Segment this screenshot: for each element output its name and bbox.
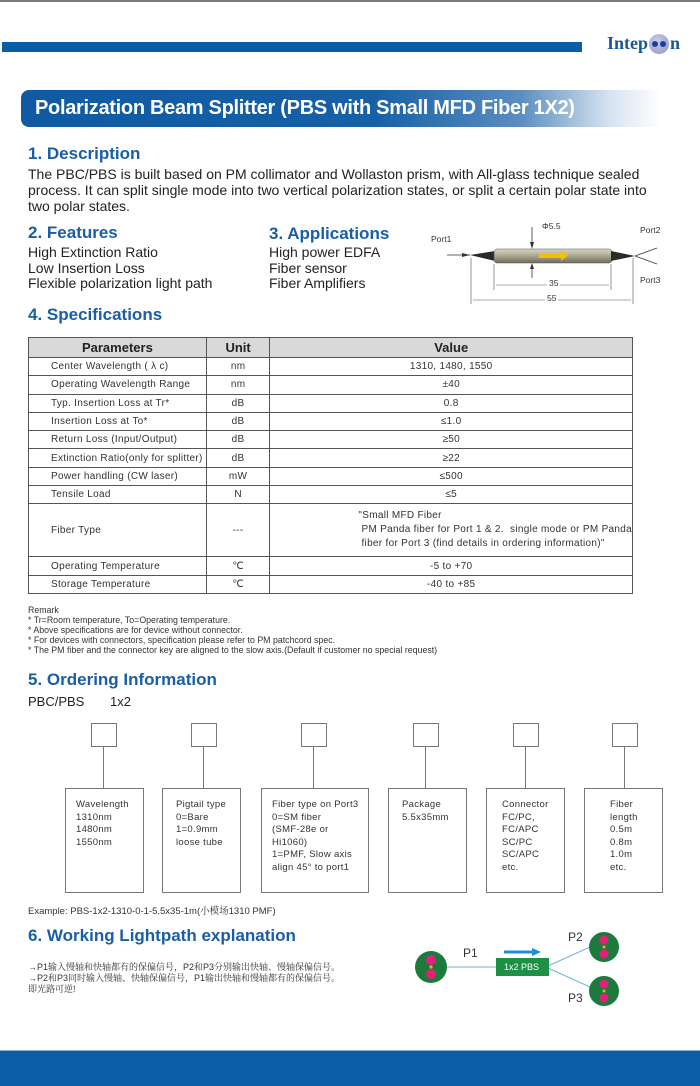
order-field-line: 5.5x35mm bbox=[402, 811, 449, 823]
lightpath-note: 即光路可逆! bbox=[28, 984, 76, 994]
order-field-line: SC/APC bbox=[502, 849, 540, 860]
logo-text-left: Intep bbox=[607, 33, 649, 53]
order-field-line: SC/PC bbox=[502, 836, 533, 848]
table-row bbox=[29, 486, 633, 504]
top-rule bbox=[0, 0, 700, 2]
lightpath-drawing bbox=[400, 925, 700, 1030]
right-taper bbox=[611, 251, 635, 261]
value-cell: ≥50 bbox=[270, 431, 633, 449]
param-cell: Center Wavelength ( λ c) bbox=[29, 358, 207, 376]
lightpath-note: →P2和P3同时输入慢轴、快轴保偏信号，P1输出快轴和慢轴都有的保偏信号。 bbox=[28, 973, 341, 983]
connector-line bbox=[525, 746, 526, 788]
logo-text-right: n bbox=[670, 33, 681, 53]
unit-cell: mW bbox=[206, 467, 270, 485]
port2-label: Port2 bbox=[640, 225, 661, 235]
applications-list bbox=[269, 245, 380, 292]
description-line: two polar states. bbox=[28, 198, 130, 214]
order-field-line: 1=0.9mm bbox=[176, 824, 218, 835]
value-cell: ≥22 bbox=[270, 449, 633, 467]
order-field-line: 1=PMF, Slow axis bbox=[272, 849, 353, 860]
p3-fiber bbox=[548, 968, 590, 987]
order-code-box-package[interactable] bbox=[413, 723, 439, 747]
header-bar bbox=[2, 42, 582, 52]
application-item: Fiber sensor bbox=[269, 259, 347, 276]
value-cell: ≤1.0 bbox=[270, 412, 633, 430]
order-field-connector bbox=[486, 788, 565, 893]
ordering-prefix: PBC/PBS bbox=[28, 694, 85, 709]
remark-line: * For devices with connectors, specification please refer to PM patchcord spec. bbox=[28, 635, 336, 645]
unit-cell: nm bbox=[206, 358, 270, 376]
connector-line bbox=[203, 746, 204, 788]
connector-line bbox=[624, 746, 625, 788]
param-cell: Operating Temperature bbox=[29, 557, 207, 575]
table-row bbox=[29, 394, 633, 412]
table-header-row bbox=[29, 338, 633, 358]
param-cell: Fiber Type bbox=[29, 504, 207, 557]
p2-fiber bbox=[548, 947, 590, 966]
order-field-line: 0=SM fiber bbox=[272, 811, 322, 823]
order-code-box-connector[interactable] bbox=[513, 723, 539, 747]
company-logo bbox=[607, 33, 700, 73]
table-row bbox=[29, 376, 633, 394]
total-length-label: 55 bbox=[547, 293, 557, 303]
remark-title: Remark bbox=[28, 605, 59, 615]
order-field-fiber-length bbox=[584, 788, 663, 893]
p1-label: P1 bbox=[463, 946, 478, 960]
order-field-line: Connector bbox=[502, 799, 549, 810]
order-field-line: Fiber bbox=[610, 799, 634, 810]
table-row bbox=[29, 575, 633, 593]
lightpath-heading: 6. Working Lightpath explanation bbox=[28, 926, 296, 945]
left-taper bbox=[470, 251, 495, 261]
unit-cell: --- bbox=[206, 504, 270, 557]
column-header-value: Value bbox=[270, 338, 633, 358]
connector-line bbox=[425, 746, 426, 788]
table-row bbox=[29, 358, 633, 376]
param-cell: Power handling (CW laser) bbox=[29, 467, 207, 485]
order-field-fiber-type bbox=[261, 788, 369, 893]
p3-fiber-cross-section-icon bbox=[589, 976, 619, 1006]
table-row bbox=[29, 557, 633, 575]
connector-line bbox=[313, 746, 314, 788]
order-field-line: 1310nm bbox=[76, 811, 113, 823]
unit-cell: ℃ bbox=[206, 557, 270, 575]
order-field-line: 1550nm bbox=[76, 836, 113, 848]
pbs-label: 1x2 PBS bbox=[504, 962, 540, 972]
remark-block bbox=[28, 605, 437, 655]
connector-line bbox=[103, 746, 104, 788]
description-heading: 1. Description bbox=[28, 144, 141, 163]
order-field-line: Pigtail type bbox=[176, 799, 227, 810]
unit-cell: dB bbox=[206, 431, 270, 449]
value-cell bbox=[270, 504, 633, 557]
param-cell: Extinction Ratio(only for splitter) bbox=[29, 449, 207, 467]
order-field-line: Hi1060) bbox=[272, 836, 308, 848]
p3-label: P3 bbox=[568, 991, 583, 1005]
order-field-line: loose tube bbox=[176, 836, 223, 848]
description-line: The PBC/PBS is built based on PM collimator and Wollaston prism, with All-glass technique sealed bbox=[28, 166, 640, 182]
order-field-line: 0.5m bbox=[610, 824, 633, 835]
value-line: fiber for Port 3 (find details in ordering information)" bbox=[358, 538, 605, 550]
param-cell: Storage Temperature bbox=[29, 575, 207, 593]
lightpath-notes bbox=[28, 962, 340, 995]
remark-line: * Tr=Room temperature, To=Operating temperature. bbox=[28, 615, 231, 625]
remark-line: * Above specifications are for device without connector. bbox=[28, 625, 243, 635]
diameter-label: Φ5.5 bbox=[542, 221, 561, 231]
table-row bbox=[29, 449, 633, 467]
param-cell: Tensile Load bbox=[29, 486, 207, 504]
unit-cell: dB bbox=[206, 449, 270, 467]
device-dimension-diagram bbox=[425, 218, 700, 310]
p2-fiber-cross-section-icon bbox=[589, 932, 619, 962]
value-cell: 0.8 bbox=[270, 394, 633, 412]
direction-arrow-icon bbox=[539, 253, 561, 258]
order-code-box-fiber-length[interactable] bbox=[612, 723, 638, 747]
description-line: process. It can split single mode into two vertical polarization states, or split a certain polar state into bbox=[28, 182, 647, 198]
port1-label: Port1 bbox=[431, 234, 452, 244]
order-field-line: 0.8m bbox=[610, 836, 633, 848]
order-field-line: FC/APC bbox=[502, 824, 539, 835]
value-cell: ±40 bbox=[270, 376, 633, 394]
param-cell: Insertion Loss at To* bbox=[29, 412, 207, 430]
logo-eyes-icon bbox=[649, 34, 669, 54]
ordering-example: Example: PBS-1x2-1310-0-1-5.5x35-1m(小模场1310 PMF) bbox=[28, 906, 276, 917]
application-item: Fiber Amplifiers bbox=[269, 275, 366, 291]
order-field-line: etc. bbox=[610, 861, 627, 873]
order-code-box-fiber-type[interactable] bbox=[301, 723, 327, 747]
footer-bar bbox=[0, 1050, 700, 1086]
value-cell: ≤5 bbox=[270, 486, 633, 504]
param-cell: Return Loss (Input/Output) bbox=[29, 431, 207, 449]
order-field-line: FC/PC, bbox=[502, 811, 535, 823]
order-field-wavelength bbox=[65, 788, 144, 893]
feature-item: Low Insertion Loss bbox=[28, 259, 145, 276]
p2-label: P2 bbox=[568, 930, 583, 944]
order-code-box-wavelength[interactable] bbox=[91, 723, 117, 747]
order-field-line: Wavelength bbox=[76, 799, 129, 810]
p1-fiber-cross-section-icon bbox=[415, 951, 447, 983]
table-row bbox=[29, 412, 633, 430]
order-field-line: length bbox=[610, 811, 638, 823]
table-row bbox=[29, 467, 633, 485]
feature-item: Flexible polarization light path bbox=[28, 275, 213, 291]
unit-cell: dB bbox=[206, 394, 270, 412]
body-length-label: 35 bbox=[549, 278, 559, 288]
order-field-line: 1480nm bbox=[76, 824, 113, 835]
value-line: PM Panda fiber for Port 1 & 2. single mode or PM Panda bbox=[358, 524, 632, 536]
unit-cell: N bbox=[206, 486, 270, 504]
order-field-line: Fiber type on Port3 bbox=[272, 799, 359, 810]
value-line: "Small MFD Fiber bbox=[358, 510, 442, 522]
value-cell: -40 to +85 bbox=[270, 575, 633, 593]
param-cell: Typ. Insertion Loss at Tr* bbox=[29, 394, 207, 412]
order-field-package bbox=[388, 788, 467, 893]
remark-line: * The PM fiber and the connector key are aligned to the slow axis.(Default if customer no special request) bbox=[28, 645, 438, 655]
unit-cell: nm bbox=[206, 376, 270, 394]
lightpath-note: →P1输入慢轴和快轴都有的保偏信号，P2和P3分别输出快轴、慢轴保偏信号。 bbox=[28, 962, 341, 972]
order-field-pigtail bbox=[162, 788, 241, 893]
specifications-table bbox=[28, 337, 633, 594]
order-field-line: 0=Bare bbox=[176, 811, 209, 823]
title-banner bbox=[21, 90, 661, 127]
table-row bbox=[29, 431, 633, 449]
order-code-box-pigtail[interactable] bbox=[191, 723, 217, 747]
lightpath-diagram bbox=[400, 925, 700, 1030]
applications-heading: 3. Applications bbox=[269, 224, 390, 243]
order-field-line: etc. bbox=[502, 861, 519, 873]
order-field-line: (SMF-28e or bbox=[272, 824, 329, 835]
value-cell: ≤500 bbox=[270, 467, 633, 485]
unit-cell: ℃ bbox=[206, 575, 270, 593]
value-cell: -5 to +70 bbox=[270, 557, 633, 575]
specifications-heading: 4. Specifications bbox=[28, 305, 163, 324]
column-header-parameters: Parameters bbox=[29, 338, 207, 358]
features-heading: 2. Features bbox=[28, 223, 118, 242]
order-field-line: 1.0m bbox=[610, 849, 633, 860]
column-header-unit: Unit bbox=[206, 338, 270, 358]
application-item: High power EDFA bbox=[269, 244, 381, 260]
order-field-line: align 45° to port1 bbox=[272, 861, 350, 873]
unit-cell: dB bbox=[206, 412, 270, 430]
ordering-prefix-line bbox=[28, 694, 131, 709]
description-text bbox=[28, 166, 698, 214]
table-row bbox=[29, 504, 633, 557]
port3-label: Port3 bbox=[640, 275, 661, 285]
features-list bbox=[28, 245, 212, 292]
order-field-line: Package bbox=[402, 799, 442, 810]
feature-item: High Extinction Ratio bbox=[28, 244, 158, 260]
param-cell: Operating Wavelength Range bbox=[29, 376, 207, 394]
ordering-heading: 5. Ordering Information bbox=[28, 670, 217, 689]
page-title: Polarization Beam Splitter (PBS with Small MFD Fiber 1X2) bbox=[35, 97, 575, 119]
value-cell: 1310, 1480, 1550 bbox=[270, 358, 633, 376]
ordering-config: 1x2 bbox=[109, 694, 131, 709]
